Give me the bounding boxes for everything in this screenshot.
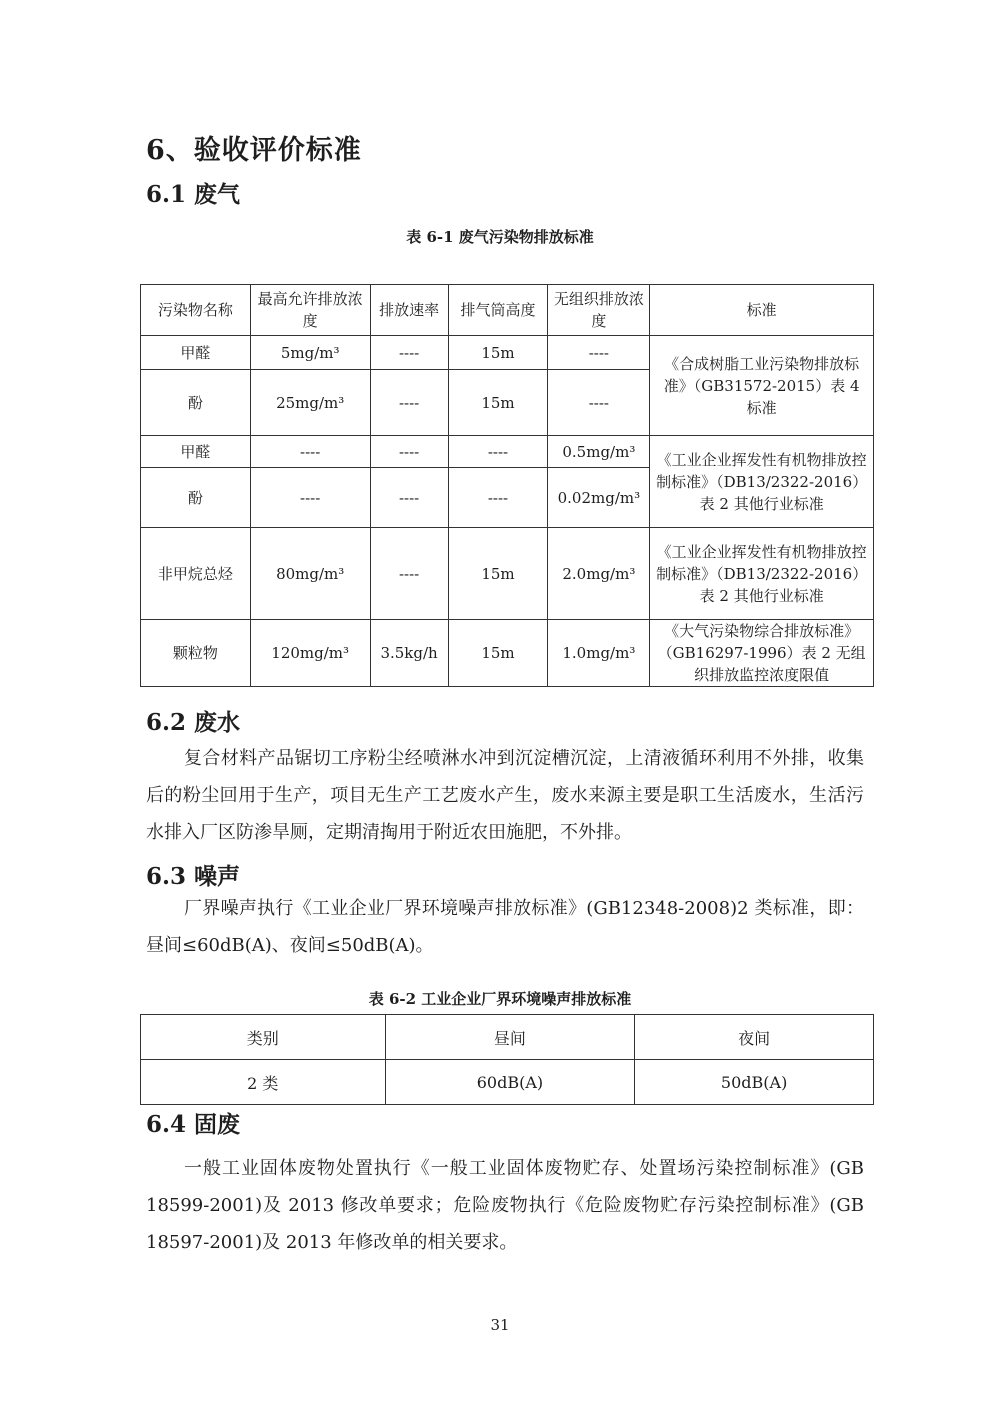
paragraph-text: 厂界噪声执行《工业企业厂界环境噪声排放标准》(GB12348-2008)2 类标准，即：昼间≤60dB(A)、夜间≤50dB(A)。 xyxy=(146,898,864,956)
fugitive-concentration: 2.0mg/m³ xyxy=(548,528,650,620)
emission-rate: 3.5kg/h xyxy=(370,620,448,687)
pollutant-name: 酚 xyxy=(141,468,251,528)
table-6-1 xyxy=(140,284,874,687)
max-concentration: 80mg/m³ xyxy=(250,528,370,620)
standard-cell: 《工业企业挥发性有机物排放控制标准》（DB13/2322-2016）表 2 其他行业标准 xyxy=(650,436,874,528)
header-cell: 最高允许排放浓度 xyxy=(250,285,370,336)
pollutant-name: 酚 xyxy=(141,370,251,436)
header-cell: 昼间 xyxy=(385,1015,635,1060)
emission-rate: ---- xyxy=(370,336,448,370)
paragraph-text: 一般工业固体废物处置执行《一般工业固体废物贮存、处置场污染控制标准》(GB 18599-2001)及 2013 修改单要求；危险废物执行《危险废物贮存污染控制标准》(GB 18597-2001)及 2013 年修改单的相关要求。 xyxy=(146,1158,864,1253)
stack-height: 15m xyxy=(448,336,548,370)
table-6-1-caption: 表 6-1 废气污染物排放标准 xyxy=(406,228,594,246)
max-concentration: ---- xyxy=(250,436,370,468)
pollutant-name: 颗粒物 xyxy=(141,620,251,687)
emission-rate: ---- xyxy=(370,528,448,620)
table-row xyxy=(141,336,874,370)
standard-cell: 《大气污染物综合排放标准》（GB16297-1996）表 2 无组织排放监控浓度限值 xyxy=(650,620,874,687)
stack-height: ---- xyxy=(448,436,548,468)
section-64-title: 6.4 固废 xyxy=(146,1111,241,1138)
noise-paragraph xyxy=(146,890,864,964)
header-cell: 无组织排放浓度 xyxy=(548,285,650,336)
section-63-title: 6.3 噪声 xyxy=(146,863,241,890)
standard-cell: 《合成树脂工业污染物排放标准》（GB31572-2015）表 4 标准 xyxy=(650,336,874,436)
stack-height: 15m xyxy=(448,528,548,620)
header-cell: 排气筒高度 xyxy=(448,285,548,336)
emission-rate: ---- xyxy=(370,436,448,468)
daytime-limit-cell: 60dB(A) xyxy=(385,1060,635,1105)
header-cell: 类别 xyxy=(141,1015,386,1060)
fugitive-concentration: ---- xyxy=(548,336,650,370)
header-cell: 夜间 xyxy=(635,1015,874,1060)
section-62-title: 6.2 废水 xyxy=(146,709,241,736)
max-concentration: 5mg/m³ xyxy=(250,336,370,370)
max-concentration: 25mg/m³ xyxy=(250,370,370,436)
table-6-2-caption: 表 6-2 工业企业厂界环境噪声排放标准 xyxy=(368,990,632,1008)
chapter-heading: 6、验收评价标准 xyxy=(146,135,362,166)
category-cell: 2 类 xyxy=(141,1060,386,1105)
table-row xyxy=(141,1060,874,1105)
stack-height: 15m xyxy=(448,620,548,687)
max-concentration: ---- xyxy=(250,468,370,528)
table-row xyxy=(141,528,874,620)
table-row xyxy=(141,620,874,687)
stack-height: 15m xyxy=(448,370,548,436)
emission-rate: ---- xyxy=(370,370,448,436)
page-number: 31 xyxy=(490,1316,510,1334)
table-header-row xyxy=(141,1015,874,1060)
max-concentration: 120mg/m³ xyxy=(250,620,370,687)
table-6-2 xyxy=(140,1014,874,1105)
header-cell: 污染物名称 xyxy=(141,285,251,336)
emission-rate: ---- xyxy=(370,468,448,528)
fugitive-concentration: 0.5mg/m³ xyxy=(548,436,650,468)
header-cell: 排放速率 xyxy=(370,285,448,336)
wastewater-paragraph xyxy=(146,740,864,851)
standard-cell: 《工业企业挥发性有机物排放控制标准》（DB13/2322-2016）表 2 其他行业标准 xyxy=(650,528,874,620)
fugitive-concentration: 0.02mg/m³ xyxy=(548,468,650,528)
header-cell: 标准 xyxy=(650,285,874,336)
paragraph-text: 复合材料产品锯切工序粉尘经喷淋水冲到沉淀槽沉淀，上清液循环利用不外排，收集后的粉尘回用于生产，项目无生产工艺废水产生，废水来源主要是职工生活废水，生活污水排入厂区防渗旱厕，定期清掏用于附近农田施肥，不外排。 xyxy=(146,748,864,843)
fugitive-concentration: 1.0mg/m³ xyxy=(548,620,650,687)
fugitive-concentration: ---- xyxy=(548,370,650,436)
pollutant-name: 非甲烷总烃 xyxy=(141,528,251,620)
nighttime-limit-cell: 50dB(A) xyxy=(635,1060,874,1105)
stack-height: ---- xyxy=(448,468,548,528)
pollutant-name: 甲醛 xyxy=(141,436,251,468)
solid-waste-paragraph xyxy=(146,1150,864,1261)
table-header-row xyxy=(141,285,874,336)
section-61-title: 6.1 废气 xyxy=(146,181,241,208)
pollutant-name: 甲醛 xyxy=(141,336,251,370)
table-row xyxy=(141,436,874,468)
